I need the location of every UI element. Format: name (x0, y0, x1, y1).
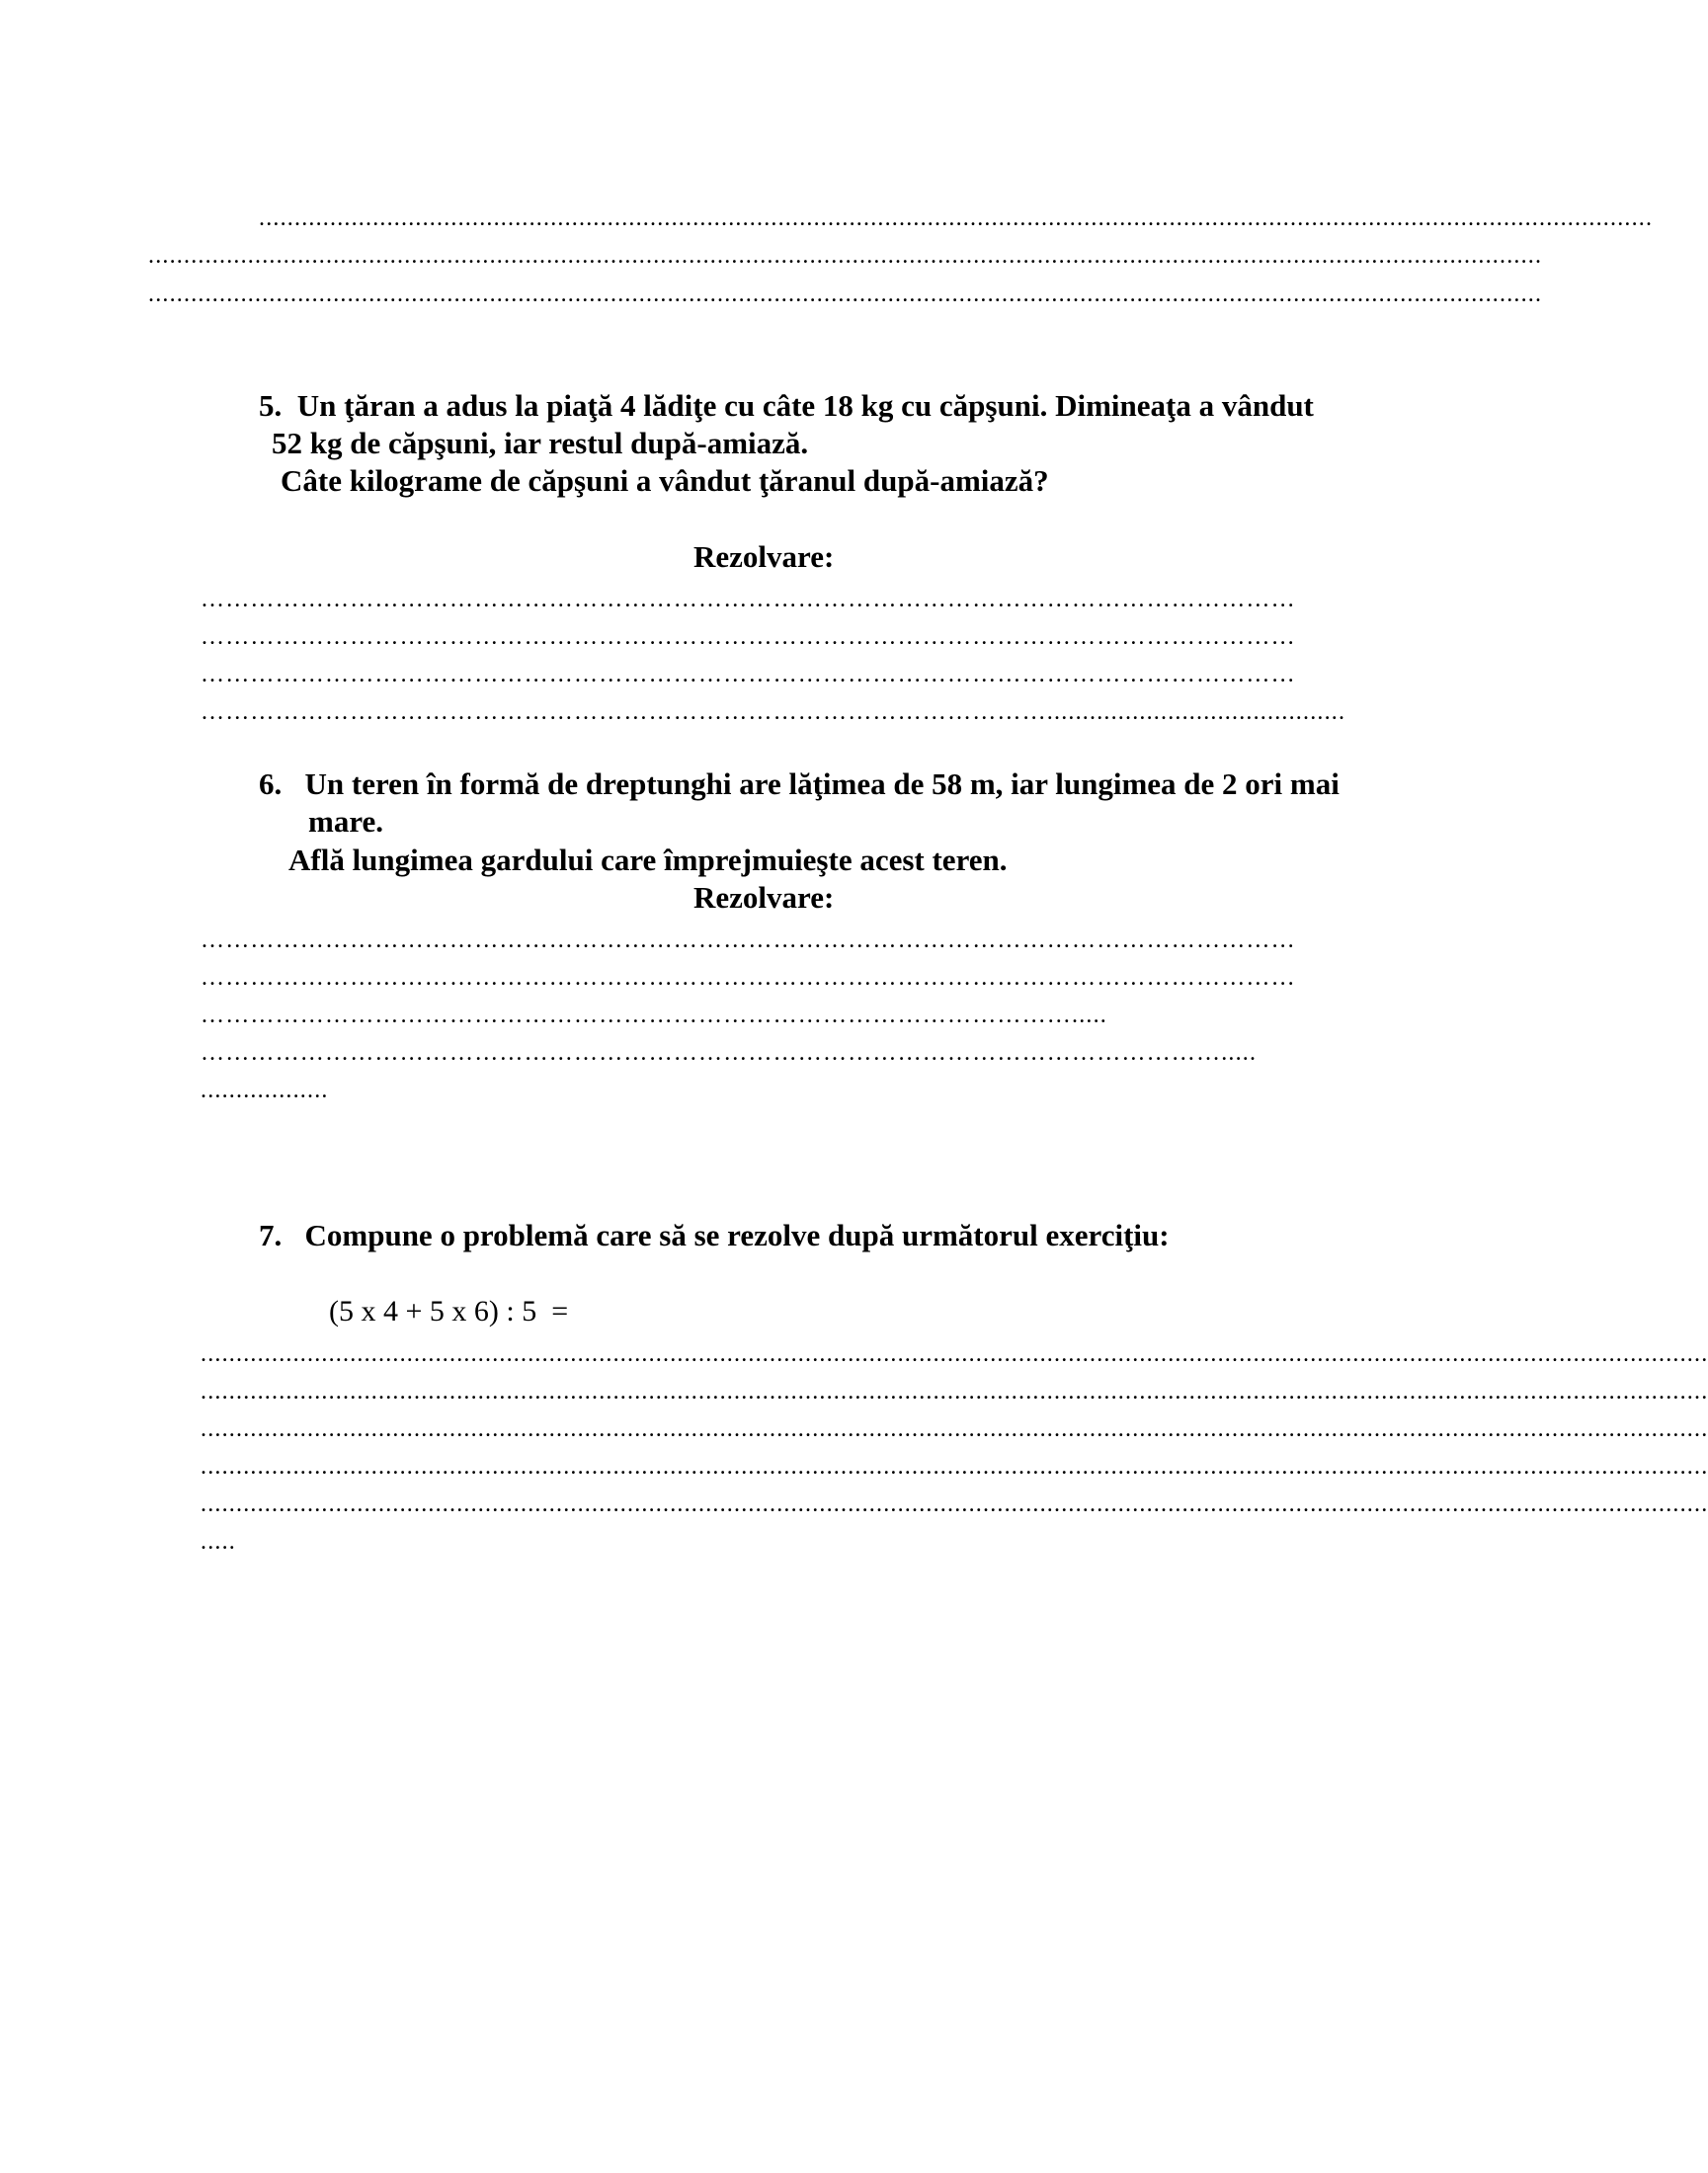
answer-line: …………………………………………………………………………………………………………………… (201, 927, 1296, 953)
answer-line: .................................................................................................................................................................................................... (259, 205, 1654, 231)
rezolvare-heading: Rezolvare: (693, 880, 835, 915)
answer-line: .................................................................................................................................................................................................... (148, 243, 1543, 269)
answer-line: .................................................................................................................................................................................................................... (201, 1416, 1708, 1442)
problem-6-question: Află lungimea gardului care împrejmuieşte acest teren. (288, 843, 1008, 877)
answer-line: .................................................................................................................................................................................................................... (201, 1491, 1708, 1517)
problem-5-text: 52 kg de căpşuni, iar restul după-amiază. (272, 426, 809, 460)
answer-line: ……………………………………………………………………………………………………………..... (201, 1040, 1258, 1066)
answer-line: …………………………………………………………………………………………………………………… (201, 965, 1296, 991)
problem-6-text: 6. Un teren în formă de dreptunghi are lăţimea de 58 m, iar lungimea de 2 ori mai (259, 766, 1340, 801)
math-expression: (5 x 4 + 5 x 6) : 5 = (329, 1295, 569, 1328)
answer-line: .................................................................................................................................................................................................................... (201, 1341, 1708, 1367)
answer-line: ……………………………………………………………………………………………..... (201, 1003, 1107, 1028)
answer-line: .................................................................................................................................................................................................................... (201, 1379, 1708, 1405)
answer-line: ..... (201, 1529, 236, 1555)
problem-5-question: Câte kilograme de căpşuni a vândut ţăranul după-amiază? (281, 463, 1049, 498)
answer-line: …………………………………………………………………………………………………………………… (201, 624, 1296, 650)
answer-line: ………………………………………………………………………………………….......................................... (201, 699, 1346, 725)
answer-line: .................................................................................................................................................................................................................... (201, 1454, 1708, 1480)
answer-line: …………………………………………………………………………………………………………………… (201, 587, 1296, 612)
answer-line: .................. (201, 1078, 329, 1103)
answer-line: …………………………………………………………………………………………………………………… (201, 662, 1296, 687)
rezolvare-heading: Rezolvare: (693, 539, 835, 574)
answer-line: .................................................................................................................................................................................................... (148, 282, 1543, 307)
problem-6-text: mare. (308, 804, 384, 839)
problem-5-text: 5. Un ţăran a adus la piaţă 4 lădiţe cu câte 18 kg cu căpşuni. Dimineaţa a vândut (259, 388, 1314, 423)
problem-7-text: 7. Compune o problemă care să se rezolve după următorul exerciţiu: (259, 1218, 1170, 1252)
